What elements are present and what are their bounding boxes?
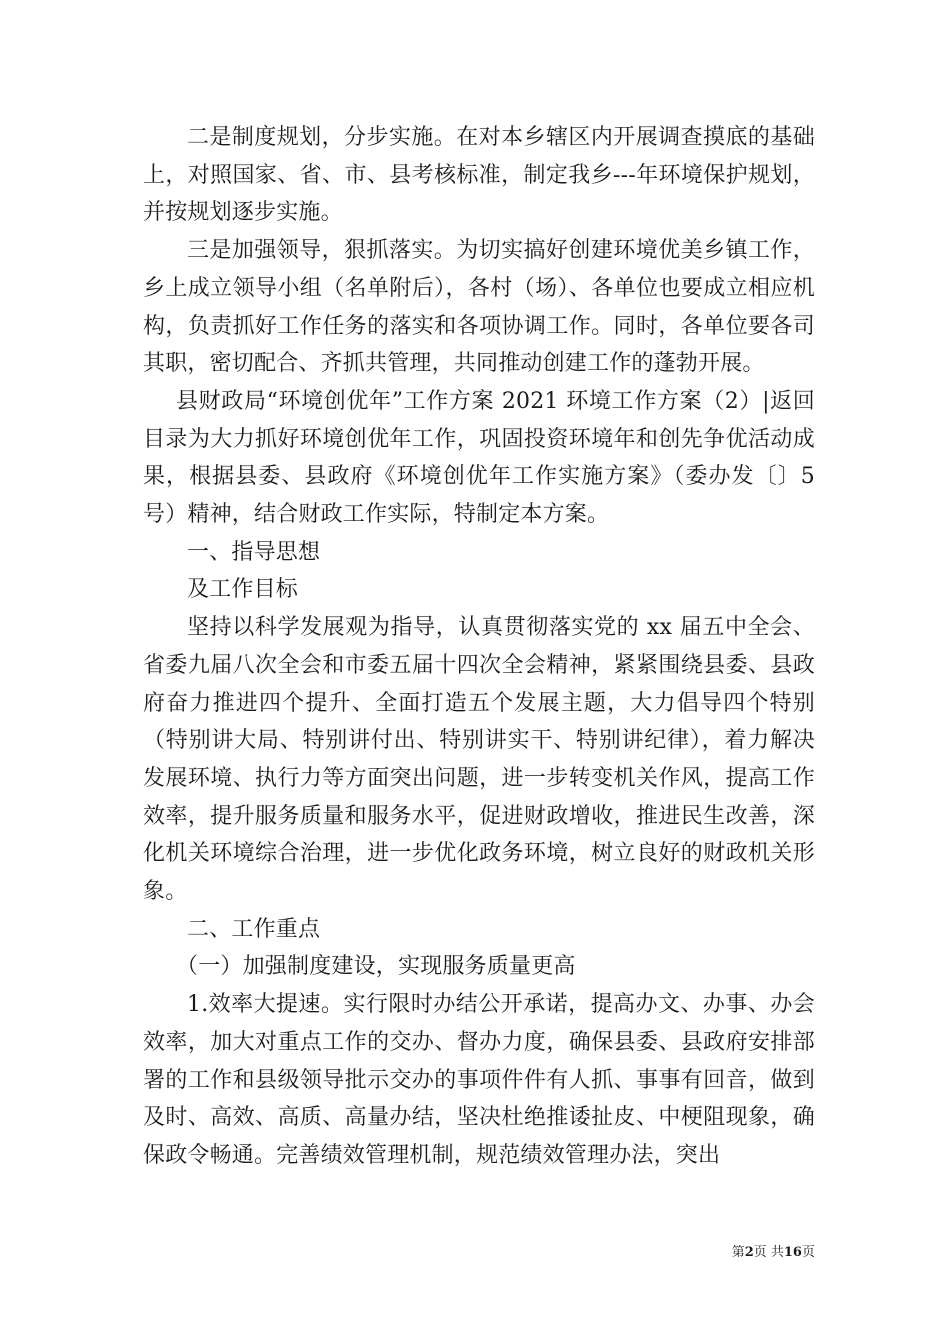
heading-work-focus: 二、工作重点 <box>187 916 321 942</box>
paragraph-guiding-principle: 坚持以科学发展观为指导，认真贯彻落实党的 xx 届五中全会、省委九届八次全会和市委五届十四次全会精神，紧紧围绕县委、县政府奋力推进四个提升、全面打造五个发展主题，大力倡导四个特别（特别讲大局、特别讲付出、特别讲实干、特别讲纪律），着力解决发展环境、执行力等方面突出问题，进一步转变机关作风，提高工作效率，提升服务质量和服务水平，促进财政增收，推进民生改善，深化机关环境综合治理，进一步优化政务环境，树立良好的财政机关形象。 <box>143 615 815 905</box>
paragraph-system-planning: 二是制度规划，分步实施。在对本乡辖区内开展调查摸底的基础上，对照国家、省、市、县考核标准，制定我乡---年环境保护规划，并按规划逐步实施。 <box>143 125 815 226</box>
paragraph-efficiency: 1.效率大提速。实行限时办结公开承诺，提高办文、办事、办会效率，加大对重点工作的交办、督办力度，确保县委、县政府安排部署的工作和县级领导批示交办的事项件件有人抓、事事有回音，做到及时、高效、高质、高量办结，坚决杜绝推诿扯皮、中梗阻现象，确保政令畅通。完善绩效管理机制，规范绩效管理办法，突出 <box>143 992 815 1168</box>
footer-prefix: 第 <box>731 1245 745 1260</box>
document-body <box>143 119 815 1175</box>
footer-current-page: 2 <box>744 1245 754 1260</box>
page-number-footer <box>700 1244 815 1262</box>
paragraph-strengthen-leadership: 三是加强领导，狠抓落实。为切实搞好创建环境优美乡镇工作，乡上成立领导小组（名单附后），各村（场）、各单位也要成立相应机构，负责抓好工作任务的落实和各项协调工作。同时，各单位要各司其职，密切配合、齐抓共管理，共同推动创建工作的蓬勃开展。 <box>143 238 815 377</box>
footer-suffix: 页 <box>801 1245 815 1260</box>
subheading-system-construction: （一）加强制度建设，实现服务质量更高 <box>176 954 576 980</box>
footer-total-pages: 16 <box>783 1245 802 1260</box>
heading-guiding-ideology: 一、指导思想 <box>187 539 321 565</box>
heading-work-goals: 及工作目标 <box>187 577 299 603</box>
footer-middle: 页 共 <box>753 1245 784 1260</box>
paragraph-finance-bureau-plan: 县财政局“环境创优年”工作方案 2021 环境工作方案（2）|返回目录为大力抓好环境创优年工作，巩固投资环境年和创先争优活动成果，根据县委、县政府《环境创优年工作实施方案》（委办发〔〕5号）精神，结合财政工作实际，特制定本方案。 <box>143 388 815 528</box>
